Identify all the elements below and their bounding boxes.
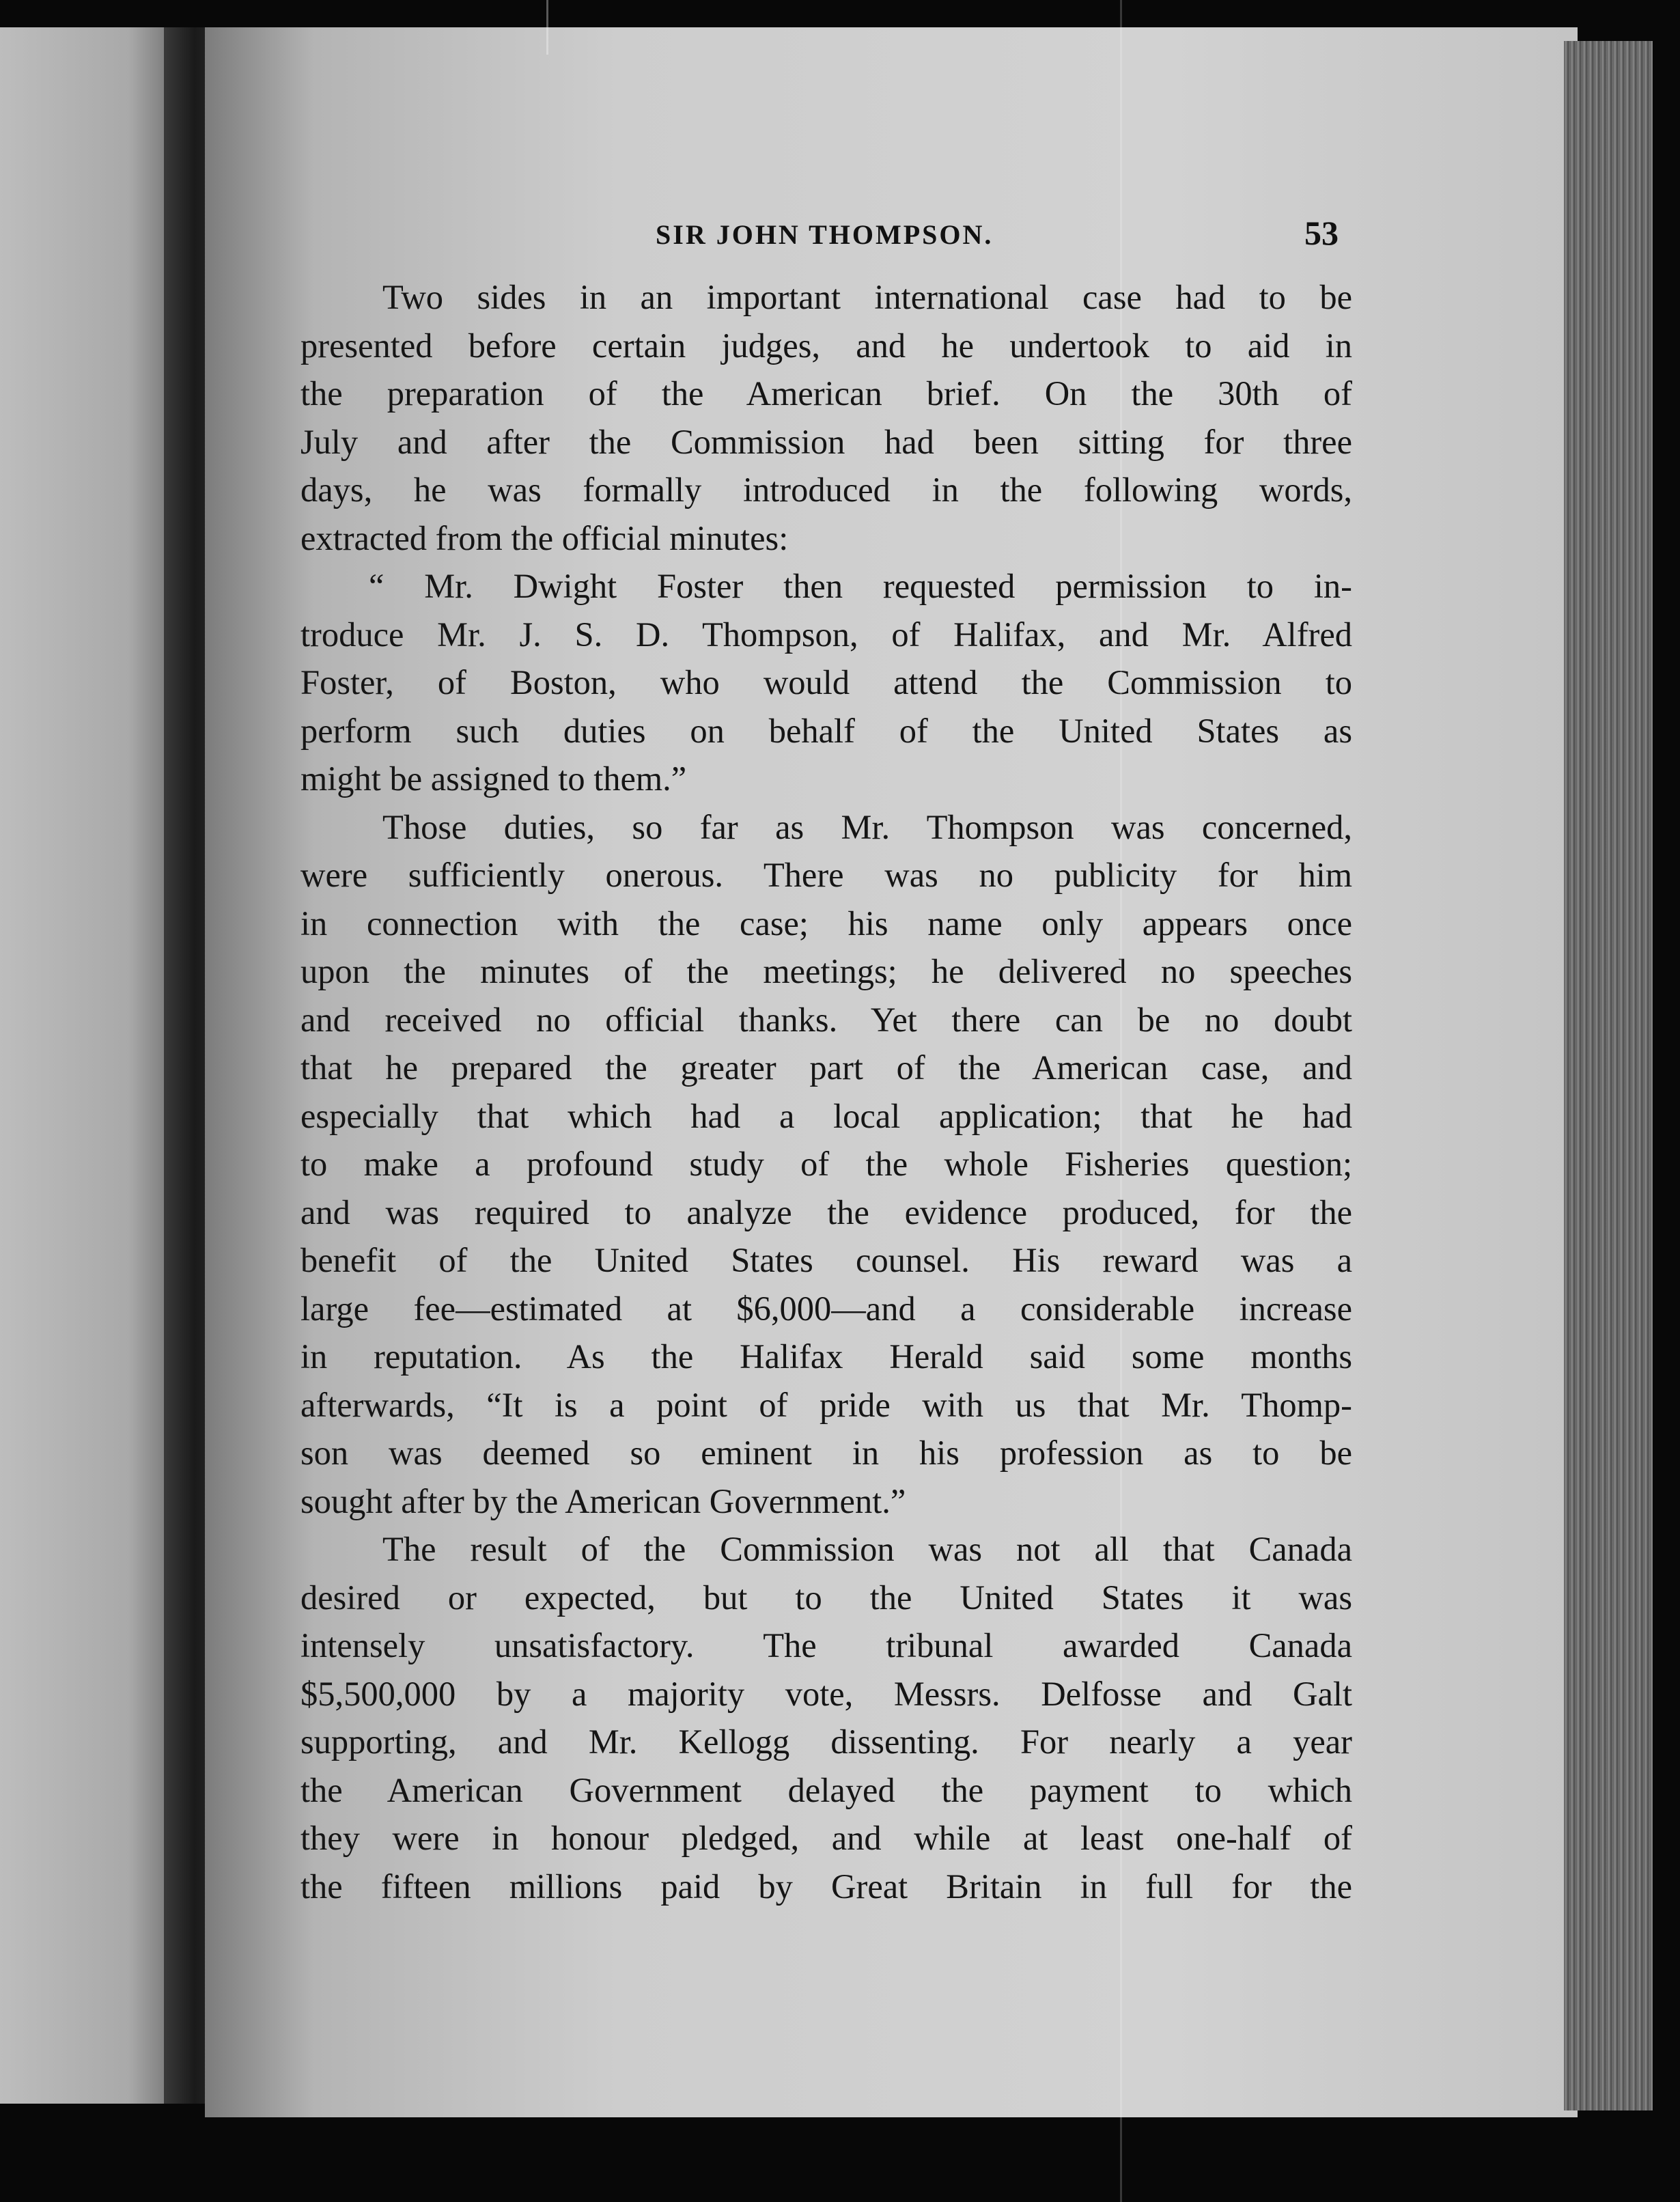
running-head xyxy=(0,214,1680,260)
body-text xyxy=(300,273,1352,1910)
text-line: afterwards, “It is a point of pride with us that Mr. Thomp- xyxy=(300,1385,1352,1424)
text-line: July and after the Commission had been sitting for three xyxy=(300,422,1352,461)
text-line: sought after by the American Government.” xyxy=(300,1481,906,1520)
scan-scratch-mark xyxy=(546,0,548,55)
page-block-edges xyxy=(1564,41,1653,2110)
text-line: especially that which had a local application; that he had xyxy=(300,1096,1352,1135)
text-line: presented before certain judges, and he undertook to aid in xyxy=(300,326,1352,365)
scan-scratch-mark xyxy=(1120,0,1122,2202)
page-number: 53 xyxy=(1304,214,1339,252)
text-line: they were in honour pledged, and while at least one-half of xyxy=(300,1819,1352,1857)
text-line: might be assigned to them.” xyxy=(300,759,687,798)
text-line: Foster, of Boston, who would attend the Commission to xyxy=(300,663,1352,701)
text-line: troduce Mr. J. S. D. Thompson, of Halifax, and Mr. Alfred xyxy=(300,615,1352,654)
text-line: the fifteen millions paid by Great Britain in full for the xyxy=(300,1867,1352,1906)
text-line: benefit of the United States counsel. His reward was a xyxy=(300,1241,1352,1279)
paragraph xyxy=(300,803,1352,1526)
facing-page-edge xyxy=(0,27,184,2104)
text-line: upon the minutes of the meetings; he delivered no speeches xyxy=(300,952,1352,990)
text-line: and received no official thanks. Yet there can be no doubt xyxy=(300,1000,1352,1039)
text-line: The result of the Commission was not all that Canada xyxy=(382,1530,1352,1568)
running-head-title: SIR JOHN THOMPSON. xyxy=(656,219,994,250)
text-line: were sufficiently onerous. There was no publicity for him xyxy=(300,856,1352,894)
text-line: in reputation. As the Halifax Herald said some months xyxy=(300,1337,1352,1376)
text-line: the American Government delayed the payment to which xyxy=(300,1770,1352,1809)
text-line: in connection with the case; his name only appears once xyxy=(300,904,1352,943)
text-line: days, he was formally introduced in the following words, xyxy=(300,471,1352,509)
text-line: the preparation of the American brief. On the 30th of xyxy=(300,374,1352,413)
text-line: intensely unsatisfactory. The tribunal awarded Canada xyxy=(300,1626,1352,1664)
text-line: $5,500,000 by a majority vote, Messrs. Delfosse and Galt xyxy=(300,1674,1352,1713)
text-line: Two sides in an important international case had to be xyxy=(382,278,1352,316)
text-line: extracted from the official minutes: xyxy=(300,518,789,557)
text-line: Those duties, so far as Mr. Thompson was concerned, xyxy=(382,807,1352,846)
paragraph xyxy=(300,1525,1352,1910)
paragraph xyxy=(300,273,1352,562)
text-line: that he prepared the greater part of the American case, and xyxy=(300,1048,1352,1087)
text-line: desired or expected, but to the United States it was xyxy=(300,1578,1352,1617)
text-line: to make a profound study of the whole Fisheries question; xyxy=(300,1145,1352,1183)
quoted-paragraph xyxy=(300,562,1352,803)
text-line: perform such duties on behalf of the United States as xyxy=(300,711,1352,750)
text-line: “ Mr. Dwight Foster then requested permission to in- xyxy=(369,567,1352,605)
text-line: supporting, and Mr. Kellogg dissenting. For nearly a year xyxy=(300,1723,1352,1761)
text-line: large fee—estimated at $6,000—and a considerable increase xyxy=(300,1289,1352,1328)
text-line: son was deemed so eminent in his profession as to be xyxy=(300,1434,1352,1472)
text-line: and was required to analyze the evidence produced, for the xyxy=(300,1193,1352,1231)
